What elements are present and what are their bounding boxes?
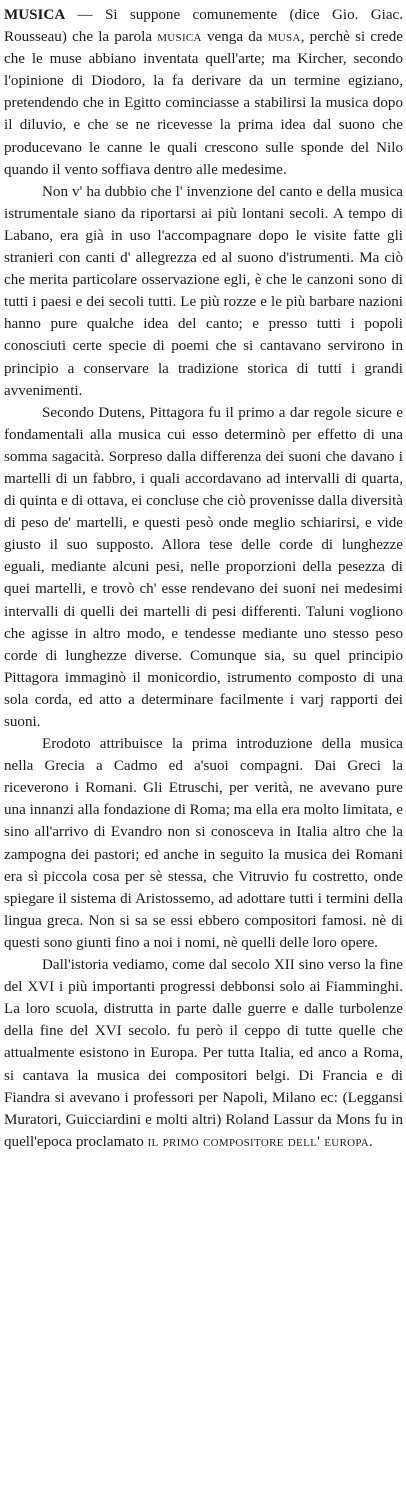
paragraph-flemish-text: Dall'istoria vediamo, come dal secolo XII sino verso la fine del XVI i più importanti progressi debbonsi solo ai Fiamminghi. La loro scuola, distrutta in parte dalle guerre e dalle turbolenze della fine del XVI secolo. fu però il ceppo di tutte quelle che attualmente esistono in Europa. Per tutta Italia, ed anco a Roma, si cantava la musica dei compositori belgi. Di Francia e di Fiandra si avevano i professori per Napoli, Milano ec: (Leggansi Muratori, Guicciardini e molti altri) Roland Lassur da Mons fu in quell'epoca proclamato bbox=[4, 957, 403, 1150]
paragraph-flemish bbox=[4, 954, 403, 1153]
paragraph-intro-text-c: , perchè si crede che le muse abbiano inventata quell'arte; ma Kircher, secondo l'opinione di Diodoro, la fa derivare da un termine egiziano, pretendendo che in Egitto cominciasse a stabilirsi la musica dopo il diluvio, e che se ne ricevesse la prima idea dal suono che producevano le canne le quali crescono sulle sponde del Nilo quando il vento soffiava dentro alle medesime. bbox=[4, 29, 403, 178]
paragraph-origins: Non v' ha dubbio che l' invenzione del canto e della musica istrumentale siano da riportarsi ai più lontani secoli. A tempo di Labano, era già in uso l'accompagnare dopo le visite fatte gli stranieri con canti d' allegrezza ed al suono d'istrumenti. Ma ciò che merita particolare osservazione egli, è che le canzoni sono di tutti i paesi e dei secoli tutti. Le più rozze e le più barbare nazioni hanno pure qualche idea del canto; e presso tutti i popoli conosciuti certe specie di poemi che si cantavano servirono in principio a conservare la tradizione storica di tutti i grandi avvenimenti. bbox=[4, 183, 403, 399]
term-musica: musica bbox=[157, 29, 202, 46]
term-musa: musa bbox=[267, 29, 301, 46]
paragraph-intro-text-a: — Si suppone comunemente (dice Gio. Giac. Rousseau) che la parola bbox=[4, 7, 403, 46]
paragraph-intro bbox=[4, 4, 403, 181]
paragraph-greece-rome: Erodoto attribuisce la prima introduzione della musica nella Grecia a Cadmo ed a'suoi compagni. Dai Greci la riceverono i Romani. Gli Etruschi, per verità, ne avevano pure una innanzi alla fondazione di Roma; ma ella era molto limitata, e sino all'arrivo di Evandro non si conosceva in Italia altro che la zampogna dei pastori; ed anche in seguito la musica dei Romani era sì piccola cosa per sè stessa, che Vitruvio fu costretto, onde spiegare il sistema di Aristossemo, ad adottare tutti i termini della lingua greca. Non si sa se essi ebbero compositori famosi. nè di questi sono giunti fino a noi i nomi, nè quelli delle loro opere. bbox=[4, 736, 404, 951]
paragraph-intro-text-b: venga da bbox=[201, 29, 268, 46]
closing-emphasis: il primo compositore dell' europa. bbox=[147, 1133, 374, 1150]
paragraph-pythagoras: Secondo Dutens, Pittagora fu il primo a dar regole sicure e fondamentali alla musica cui esso determinò per effetto di una somma sagacità. Sorpreso dalla differenza dei suoni che davano i martelli di un fabbro, i quali accordavano ad intervalli di quarta, di quinta e di ottava, ei concluse che ciò provenisse dalla diversità di peso de' martelli, e questi pesò onde meglio schiarirsi, e vide giusto il suo supposto. Allora tese delle corde di lunghezze eguali, mediante alcuni pesi, nelle proporzioni della pesezza di quei martelli, e trovò ch' esse rendevano dei suoni nei medesimi intervalli di quelli dei martelli di pesi differenti. Taluni vogliono che agisse in altro modo, e tendesse mediante uno stesso peso corde di lunghezze diverse. Comunque sia, su quel principio Pittagora immaginò il monicordio, istrumento composto di una sola corda, ed atto a determinare facilmente i varj rapporti dei suoni. bbox=[4, 404, 404, 730]
headword: MUSICA bbox=[4, 7, 66, 23]
